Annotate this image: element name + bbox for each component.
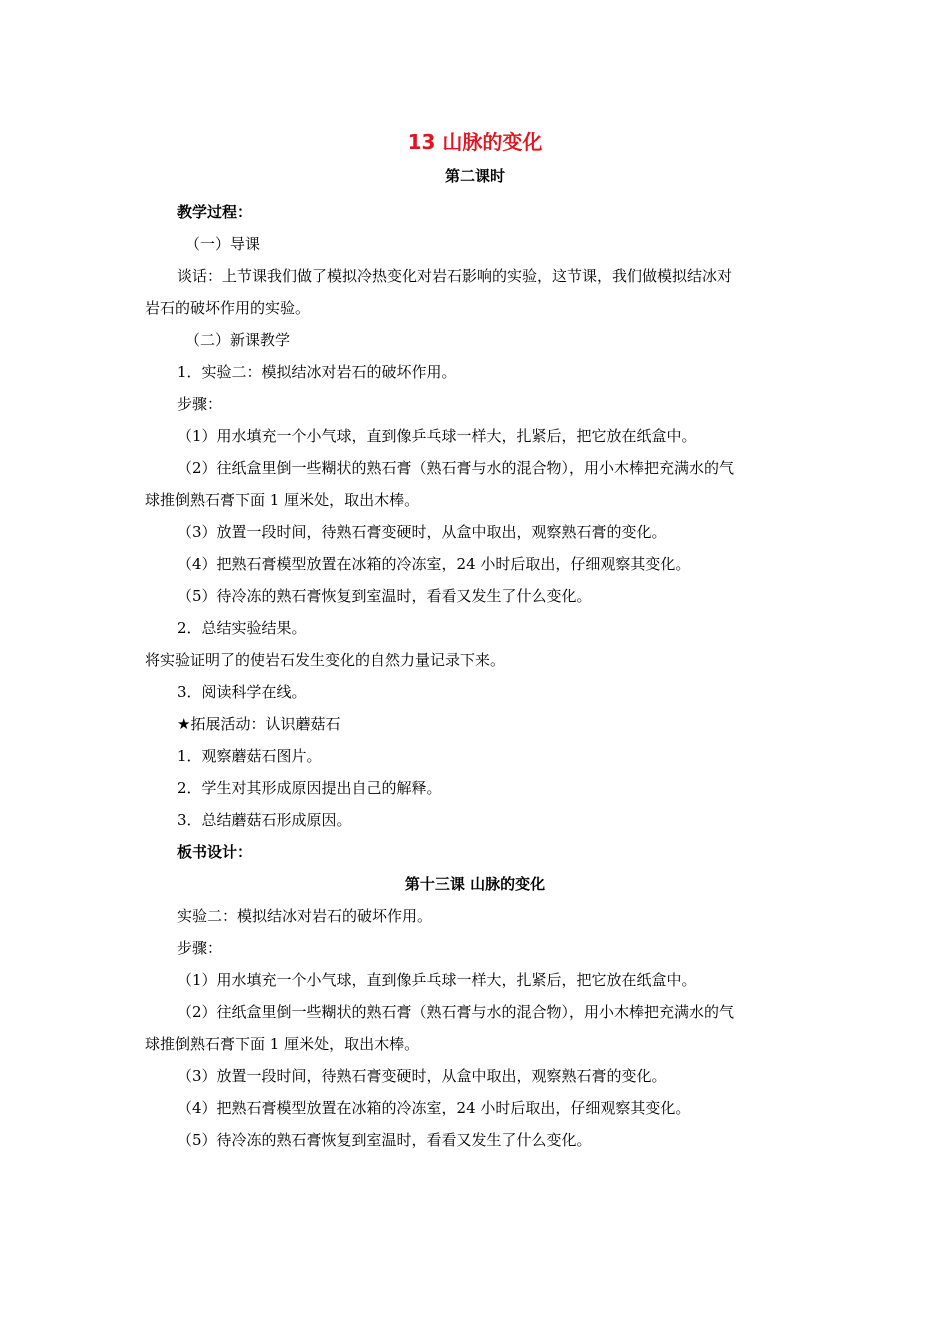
extension-item-2: 2．学生对其形成原因提出自己的解释。 bbox=[177, 779, 442, 797]
part-heading-intro: （一）导课 bbox=[185, 235, 261, 253]
board-step-2-line1: （2）往纸盒里倒一些糊状的熟石膏（熟石膏与水的混合物），用小木棒把充满水的气 bbox=[177, 1003, 735, 1021]
part-heading-new-lesson: （二）新课教学 bbox=[185, 331, 291, 349]
extension-heading bbox=[145, 708, 805, 740]
board-design-label: 板书设计： bbox=[177, 843, 253, 861]
board-title: 第十三课 山脉的变化 bbox=[404, 875, 546, 893]
board-step-3: （3）放置一段时间，待熟石膏变硬时，从盒中取出，观察熟石膏的变化。 bbox=[177, 1067, 667, 1085]
steps-label: 步骤： bbox=[177, 395, 223, 413]
board-step-4: （4）把熟石膏模型放置在冰箱的冷冻室，24 小时后取出，仔细观察其变化。 bbox=[177, 1099, 691, 1117]
section-heading-process: 教学过程： bbox=[177, 203, 253, 221]
document-body bbox=[145, 196, 805, 1156]
page-subtitle: 第二课时 bbox=[444, 167, 505, 185]
board-steps-label: 步骤： bbox=[177, 939, 223, 957]
star-icon: ★ bbox=[177, 715, 191, 733]
step-2-line2: 球推倒熟石膏下面 1 厘米处，取出木棒。 bbox=[145, 491, 420, 509]
step-5: （5）待冷冻的熟石膏恢复到室温时，看看又发生了什么变化。 bbox=[177, 587, 592, 605]
board-experiment: 实验二：模拟结冰对岩石的破坏作用。 bbox=[177, 907, 433, 925]
step-4: （4）把熟石膏模型放置在冰箱的冷冻室，24 小时后取出，仔细观察其变化。 bbox=[177, 555, 691, 573]
extension-item-3: 3．总结蘑菇石形成原因。 bbox=[177, 811, 352, 829]
board-step-5: （5）待冷冻的熟石膏恢复到室温时，看看又发生了什么变化。 bbox=[177, 1131, 592, 1149]
page-title: 13 山脉的变化 bbox=[407, 130, 543, 154]
step-3: （3）放置一段时间，待熟石膏变硬时，从盒中取出，观察熟石膏的变化。 bbox=[177, 523, 667, 541]
experiment-title: 1．实验二：模拟结冰对岩石的破坏作用。 bbox=[177, 363, 457, 381]
board-step-2-line2: 球推倒熟石膏下面 1 厘米处，取出木棒。 bbox=[145, 1035, 420, 1053]
reading-item: 3．阅读科学在线。 bbox=[177, 683, 307, 701]
extension-title: 拓展活动：认识蘑菇石 bbox=[190, 715, 341, 733]
step-1: （1）用水填充一个小气球，直到像乒乓球一样大，扎紧后，把它放在纸盒中。 bbox=[177, 427, 697, 445]
summary-title: 2．总结实验结果。 bbox=[177, 619, 307, 637]
board-step-1: （1）用水填充一个小气球，直到像乒乓球一样大，扎紧后，把它放在纸盒中。 bbox=[177, 971, 697, 989]
extension-item-1: 1．观察蘑菇石图片。 bbox=[177, 747, 322, 765]
paragraph-intro-line2: 岩石的破坏作用的实验。 bbox=[145, 299, 311, 317]
summary-text: 将实验证明了的使岩石发生变化的自然力量记录下来。 bbox=[145, 651, 506, 669]
step-2-line1: （2）往纸盒里倒一些糊状的熟石膏（熟石膏与水的混合物），用小木棒把充满水的气 bbox=[177, 459, 735, 477]
paragraph-intro-line1: 谈话：上节课我们做了模拟冷热变化对岩石影响的实验，这节课，我们做模拟结冰对 bbox=[177, 267, 733, 285]
